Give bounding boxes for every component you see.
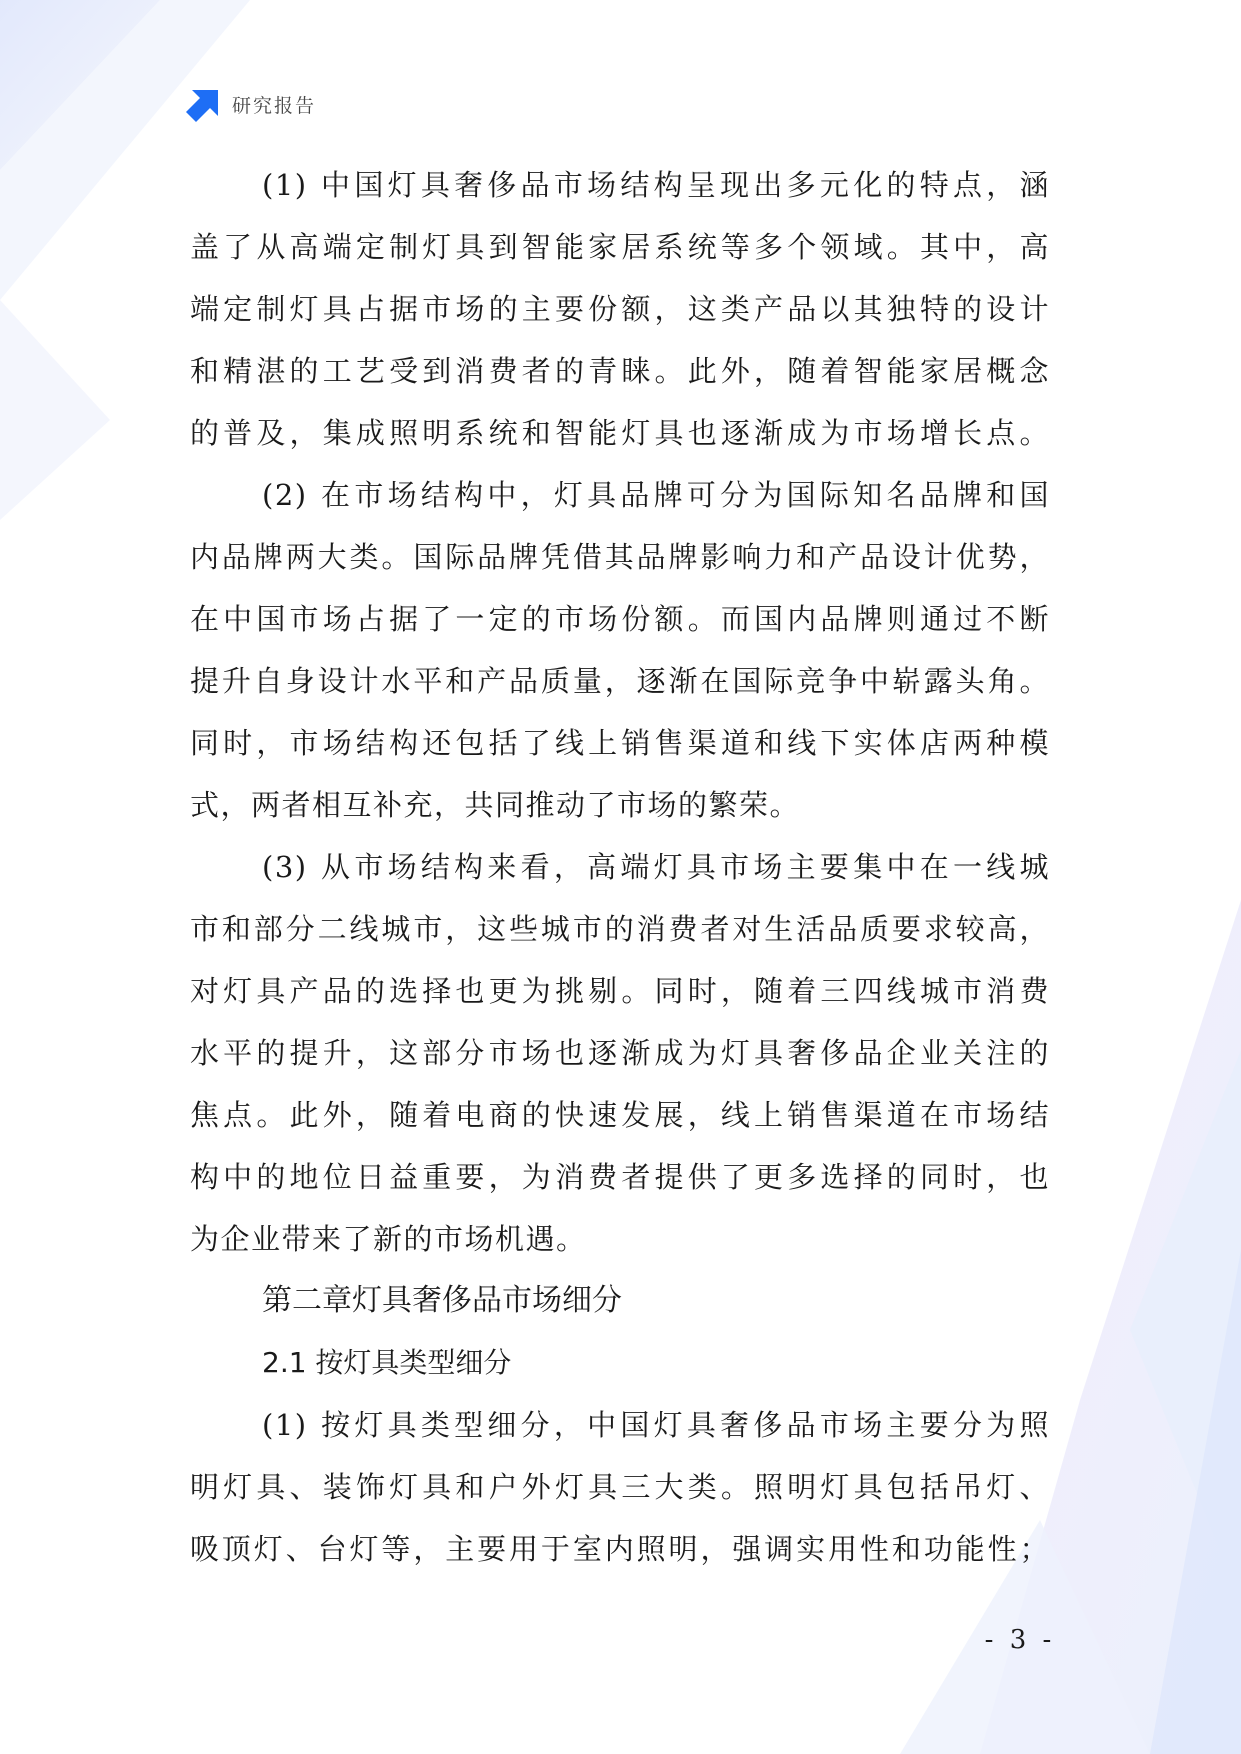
text-line: 端定制灯具占据市场的主要份额，这类产品以其独特的设计	[190, 292, 1050, 326]
text-line: 式，两者相互补充，共同推动了市场的繁荣。	[190, 788, 801, 822]
text-line: (1) 中国灯具奢侈品市场结构呈现出多元化的特点，涵	[262, 168, 1050, 202]
document-body	[190, 154, 1050, 1580]
header-label: 研究报告	[232, 94, 317, 117]
text-line: 提升自身设计水平和产品质量，逐渐在国际竞争中崭露头角。	[190, 664, 1050, 698]
text-line: 构中的地位日益重要，为消费者提供了更多选择的同时，也	[190, 1160, 1050, 1194]
text-line: 的普及，集成照明系统和智能灯具也逐渐成为市场增长点。	[190, 416, 1050, 450]
text-line: 和精湛的工艺受到消费者的青睐。此外，随着智能家居概念	[190, 354, 1050, 388]
text-line: 明灯具、装饰灯具和户外灯具三大类。照明灯具包括吊灯、	[190, 1470, 1050, 1504]
text-line: 市和部分二线城市，这些城市的消费者对生活品质要求较高，	[190, 912, 1050, 946]
text-line: 同时，市场结构还包括了线上销售渠道和线下实体店两种模	[190, 726, 1050, 760]
section-heading: 2.1 按灯具类型细分	[262, 1346, 512, 1379]
text-line: 内品牌两大类。国际品牌凭借其品牌影响力和产品设计优势，	[190, 540, 1050, 574]
text-line: 在中国市场占据了一定的市场份额。而国内品牌则通过不断	[190, 602, 1050, 636]
text-line: 吸顶灯、台灯等，主要用于室内照明，强调实用性和功能性；	[190, 1532, 1050, 1566]
paragraph-1	[190, 154, 1050, 464]
page-number: - 3 -	[984, 1625, 1056, 1655]
chapter-heading: 第二章灯具奢侈品市场细分	[262, 1283, 622, 1318]
text-line: (2) 在市场结构中，灯具品牌可分为国际知名品牌和国	[262, 478, 1050, 512]
paragraph-4	[190, 1394, 1050, 1580]
report-header	[186, 86, 316, 122]
text-line: 对灯具产品的选择也更为挑剔。同时，随着三四线城市消费	[190, 974, 1050, 1008]
paragraph-2	[190, 464, 1050, 836]
arrow-up-right-icon	[186, 86, 222, 122]
paragraph-3	[190, 836, 1050, 1270]
text-line: 焦点。此外，随着电商的快速发展，线上销售渠道在市场结	[190, 1098, 1050, 1132]
text-line: (3) 从市场结构来看，高端灯具市场主要集中在一线城	[262, 850, 1050, 884]
text-line: 为企业带来了新的市场机遇。	[190, 1222, 587, 1256]
text-line: 水平的提升，这部分市场也逐渐成为灯具奢侈品企业关注的	[190, 1036, 1050, 1070]
text-line: 盖了从高端定制灯具到智能家居系统等多个领域。其中，高	[190, 230, 1050, 264]
text-line: (1) 按灯具类型细分，中国灯具奢侈品市场主要分为照	[262, 1408, 1050, 1442]
